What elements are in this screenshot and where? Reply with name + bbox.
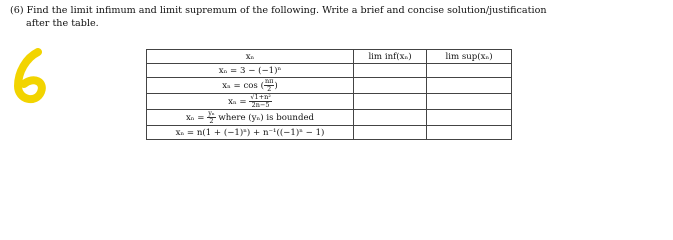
table-row <box>147 64 512 78</box>
fraction: $\frac{\text{√1+n²}}{2n-5}$ <box>250 93 271 109</box>
fraction: $\frac{n\pi}{2}$ <box>264 77 274 93</box>
expression-cell: xₙ = cos ( $\frac{n\pi}{2}$ ) <box>147 78 354 94</box>
liminf-answer-cell[interactable] <box>354 126 427 140</box>
limsup-answer-cell[interactable] <box>427 110 512 126</box>
table-row <box>147 126 512 140</box>
limsup-answer-cell[interactable] <box>427 94 512 110</box>
header-limsup: lim sup(xₙ) <box>427 50 512 64</box>
table-row <box>147 94 512 110</box>
limsup-answer-cell[interactable] <box>427 64 512 78</box>
fraction: $\frac{\text{yₙ}}{2}$ <box>208 109 215 125</box>
problem-line-2: after the table. <box>26 18 99 29</box>
liminf-answer-cell[interactable] <box>354 94 427 110</box>
limsup-answer-cell[interactable] <box>427 78 512 94</box>
table-row <box>147 78 512 94</box>
limits-table <box>146 49 512 140</box>
problem-line-1: (6) Find the limit infimum and limit supremum of the following. Write a brief and concise solution/justification <box>10 5 547 16</box>
header-liminf: lim inf(xₙ) <box>354 50 427 64</box>
liminf-answer-cell[interactable] <box>354 78 427 94</box>
expression-cell: xₙ = $\frac{\text{√1+n²}}{2n-5}$ <box>147 94 354 110</box>
table-header-row <box>147 50 512 64</box>
handwritten-six-mark <box>10 48 50 108</box>
problem-statement <box>10 4 660 30</box>
liminf-answer-cell[interactable] <box>354 110 427 126</box>
limsup-answer-cell[interactable] <box>427 126 512 140</box>
expression-cell: xₙ = 3 − (−1)ⁿ <box>147 64 354 78</box>
header-expression: xₙ <box>147 50 354 64</box>
table-row <box>147 110 512 126</box>
expression-cell: xₙ = $\frac{\text{yₙ}}{2}$ where (yₙ) is bounded <box>147 110 354 126</box>
expression-cell: xₙ = n(1 + (−1)ⁿ) + n⁻¹((−1)ⁿ − 1) <box>147 126 354 140</box>
liminf-answer-cell[interactable] <box>354 64 427 78</box>
